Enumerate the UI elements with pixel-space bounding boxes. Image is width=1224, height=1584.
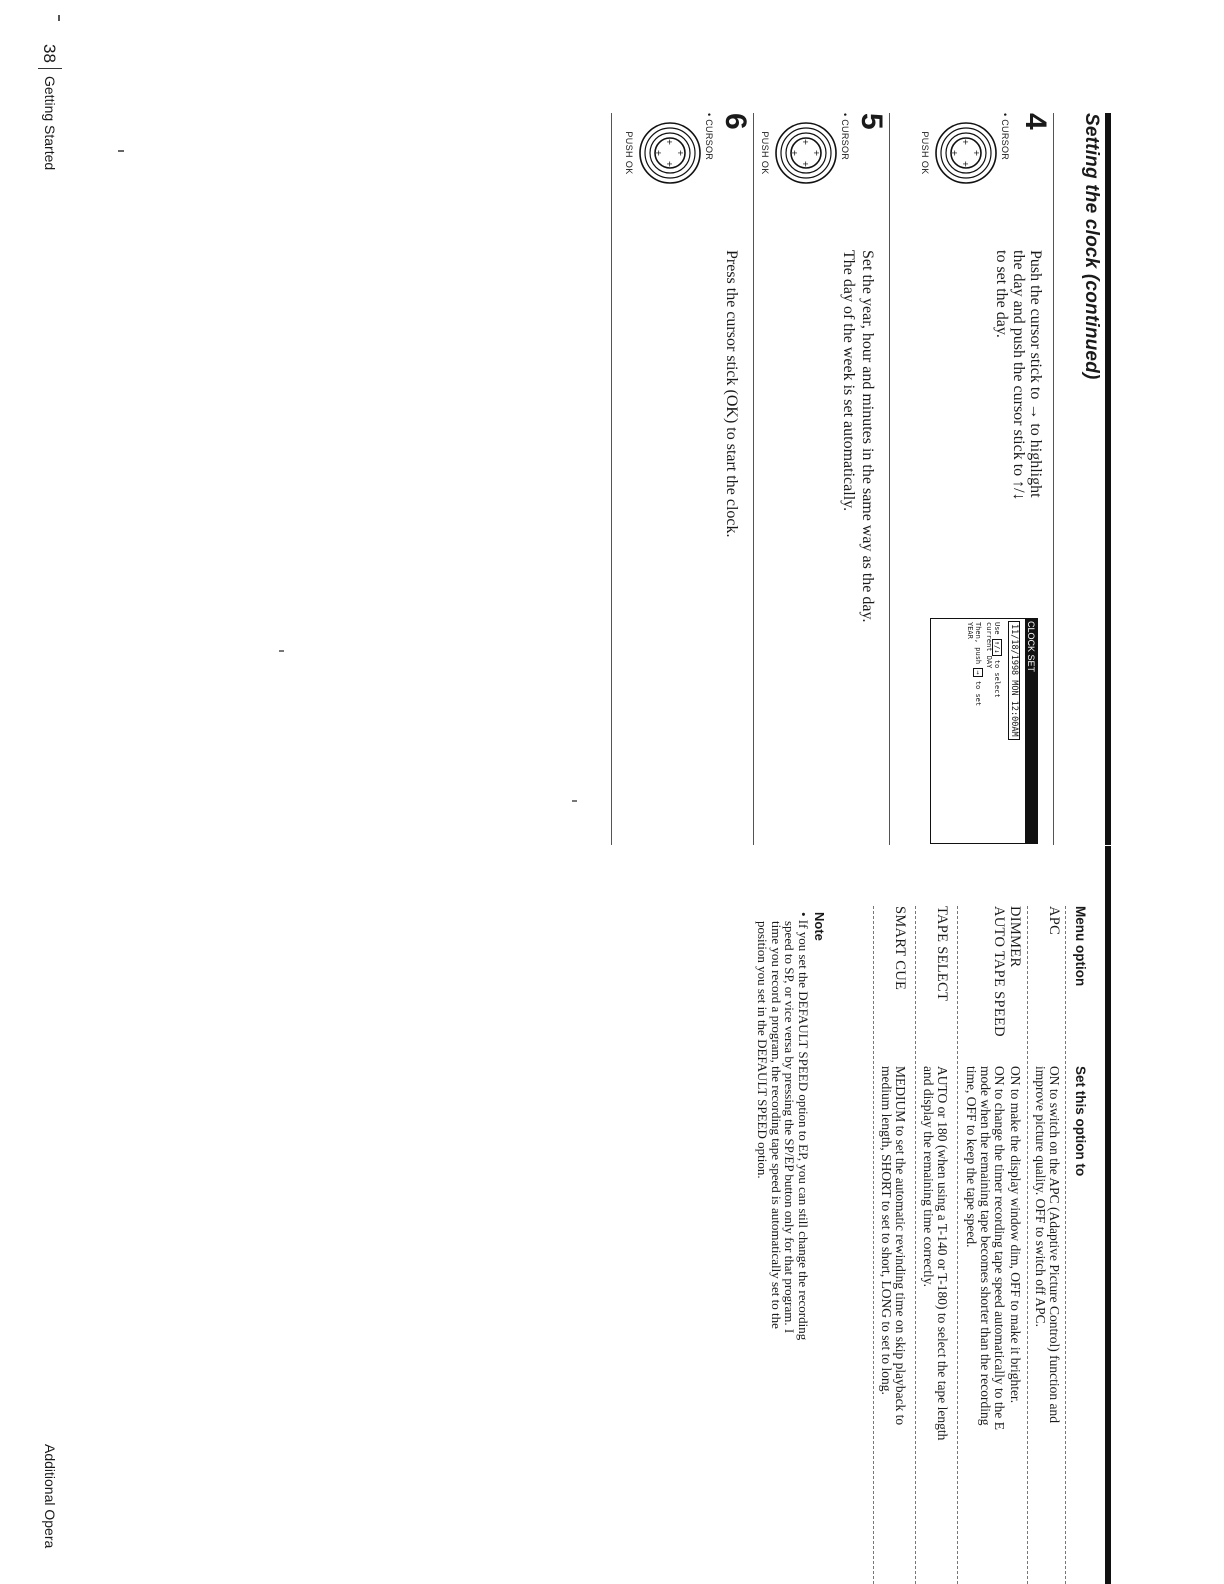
step-instructions — [723, 250, 740, 810]
table-row-desc — [964, 1066, 1006, 1526]
table-divider — [915, 906, 916, 1584]
svg-text:+: + — [972, 149, 981, 157]
footer-section-right: Additional Opera — [42, 1444, 58, 1549]
screen-text: to select — [993, 659, 1001, 698]
push-ok-label: PUSH OK — [624, 131, 634, 175]
screen-year-line: YEAR — [966, 622, 974, 639]
footer-divider — [38, 68, 62, 69]
right-key-icon: → — [974, 670, 982, 675]
svg-text:+: + — [961, 138, 970, 146]
scan-speck — [58, 15, 60, 21]
screen-text: to set — [974, 680, 982, 707]
desc-line: MEDIUM to set the automatic rewinding time on skip playback to — [893, 1066, 908, 1426]
note-line: • If you set the DEFAULT SPEED option to EP, you can still change the recording — [796, 912, 811, 1341]
table-row-option: DIMMER — [1007, 906, 1023, 968]
table-row-option: SMART CUE — [892, 906, 908, 991]
desc-line: AUTO or 180 (when using a T-140 or T-180) to select the tape length — [935, 1066, 950, 1441]
step-divider — [1053, 113, 1054, 845]
table-row-option: AUTO TAPE SPEED — [991, 906, 1007, 1037]
cursor-stick-icon — [934, 121, 998, 185]
cursor-label: • CURSOR — [840, 113, 850, 161]
desc-line: ON to make the display window dim, OFF to make it brighter. — [1008, 1066, 1023, 1404]
table-divider — [873, 906, 874, 1584]
desc-line: ON to switch on the APC (Adaptive Picture Control) function and — [1047, 1066, 1062, 1423]
section-top-rule — [1105, 113, 1111, 845]
step-number: 5 — [855, 113, 888, 130]
note-line: speed to SP, or vice versa by pressing the SP/EP button only for that program. I — [782, 921, 798, 1334]
table-row-option: TAPE SELECT — [934, 906, 950, 1002]
push-ok-label: PUSH OK — [920, 131, 930, 175]
table-row-desc — [921, 1066, 949, 1526]
step-line: Set the year, hour and minutes in the same way as the day. — [859, 250, 876, 623]
step-line: to set the day. — [993, 250, 1010, 338]
desc-line: and display the remaining time correctly. — [921, 1066, 936, 1288]
svg-text:+: + — [961, 160, 970, 168]
svg-text:+: + — [665, 138, 674, 146]
page-number: 38 — [40, 44, 59, 63]
table-top-rule — [1105, 846, 1111, 1584]
screen-date-row: 11/18/1998 MON 12:00AM — [1008, 621, 1020, 740]
desc-line: medium length, SHORT to set to short, LONG to set to long. — [879, 1066, 894, 1395]
table-row-option: APC — [1046, 906, 1062, 936]
screen-instruction — [993, 622, 1001, 843]
column-header-option: Menu option — [1073, 906, 1088, 987]
column-header-set: Set this option to — [1073, 1066, 1088, 1177]
step-line: Push the cursor stick to → to highlight — [1027, 250, 1044, 498]
cursor-label: • CURSOR — [704, 113, 714, 161]
cursor-stick-icon — [774, 121, 838, 185]
table-row-desc — [1008, 1066, 1022, 1526]
footer-section-left: Getting Started — [42, 76, 58, 171]
step-line: Press the cursor stick (OK) to start the clock. — [723, 250, 740, 538]
desc-line: mode when the remaining tape becomes shorter than the recording — [978, 1066, 993, 1426]
scan-speck — [279, 650, 284, 652]
svg-text:+: + — [790, 149, 799, 157]
screen-text: Use — [993, 622, 1001, 635]
cursor-stick-icon — [638, 121, 702, 185]
note-heading: Note — [812, 912, 827, 941]
desc-line: ON to change the timer recording tape speed automatically to the E — [992, 1066, 1007, 1430]
svg-text:+: + — [950, 149, 959, 157]
up-down-keys-icon: ↑/↓ — [993, 640, 1001, 654]
desc-line: time, OFF to keep the tape speed. — [964, 1066, 979, 1248]
step-number: 6 — [719, 113, 752, 130]
screen-header: CLOCK SET — [1025, 619, 1037, 843]
step-line: The day of the week is set automatically. — [840, 250, 857, 512]
screen-instruction — [974, 622, 982, 843]
step-number: 4 — [1019, 113, 1052, 130]
svg-text:+: + — [801, 160, 810, 168]
step-bottom-rule — [611, 113, 612, 845]
screen-text: Then, push — [974, 622, 982, 665]
table-divider — [1065, 906, 1066, 1584]
table-divider — [1027, 906, 1028, 1584]
screen-current-line: current DAY — [985, 622, 993, 669]
table-divider — [957, 906, 958, 1584]
svg-text:+: + — [654, 149, 663, 157]
step-line: the day and push the cursor stick to ↑/↓ — [1010, 250, 1027, 501]
desc-line: improve picture quality. OFF to switch off APC. — [1033, 1066, 1048, 1327]
clock-set-screen — [930, 618, 1038, 844]
scan-speck — [572, 800, 577, 802]
section-title: Setting the clock (continued) — [1081, 113, 1102, 380]
table-row-desc — [1033, 1066, 1061, 1526]
note-block — [756, 912, 827, 1340]
scan-speck — [118, 150, 124, 152]
table-row-desc — [879, 1066, 907, 1526]
cursor-label: • CURSOR — [1000, 113, 1010, 161]
step-divider — [753, 113, 754, 845]
svg-text:+: + — [676, 149, 685, 157]
push-ok-label: PUSH OK — [760, 131, 770, 175]
step-divider — [889, 113, 890, 845]
note-line: position you set in the DEFAULT SPEED option. — [755, 921, 771, 1179]
step-instructions — [840, 250, 876, 810]
step-instructions — [993, 250, 1044, 680]
note-line: time you record a program, the recording tape speed is automatically set to the — [769, 921, 784, 1329]
svg-text:+: + — [801, 138, 810, 146]
svg-text:+: + — [812, 149, 821, 157]
svg-text:+: + — [665, 160, 674, 168]
